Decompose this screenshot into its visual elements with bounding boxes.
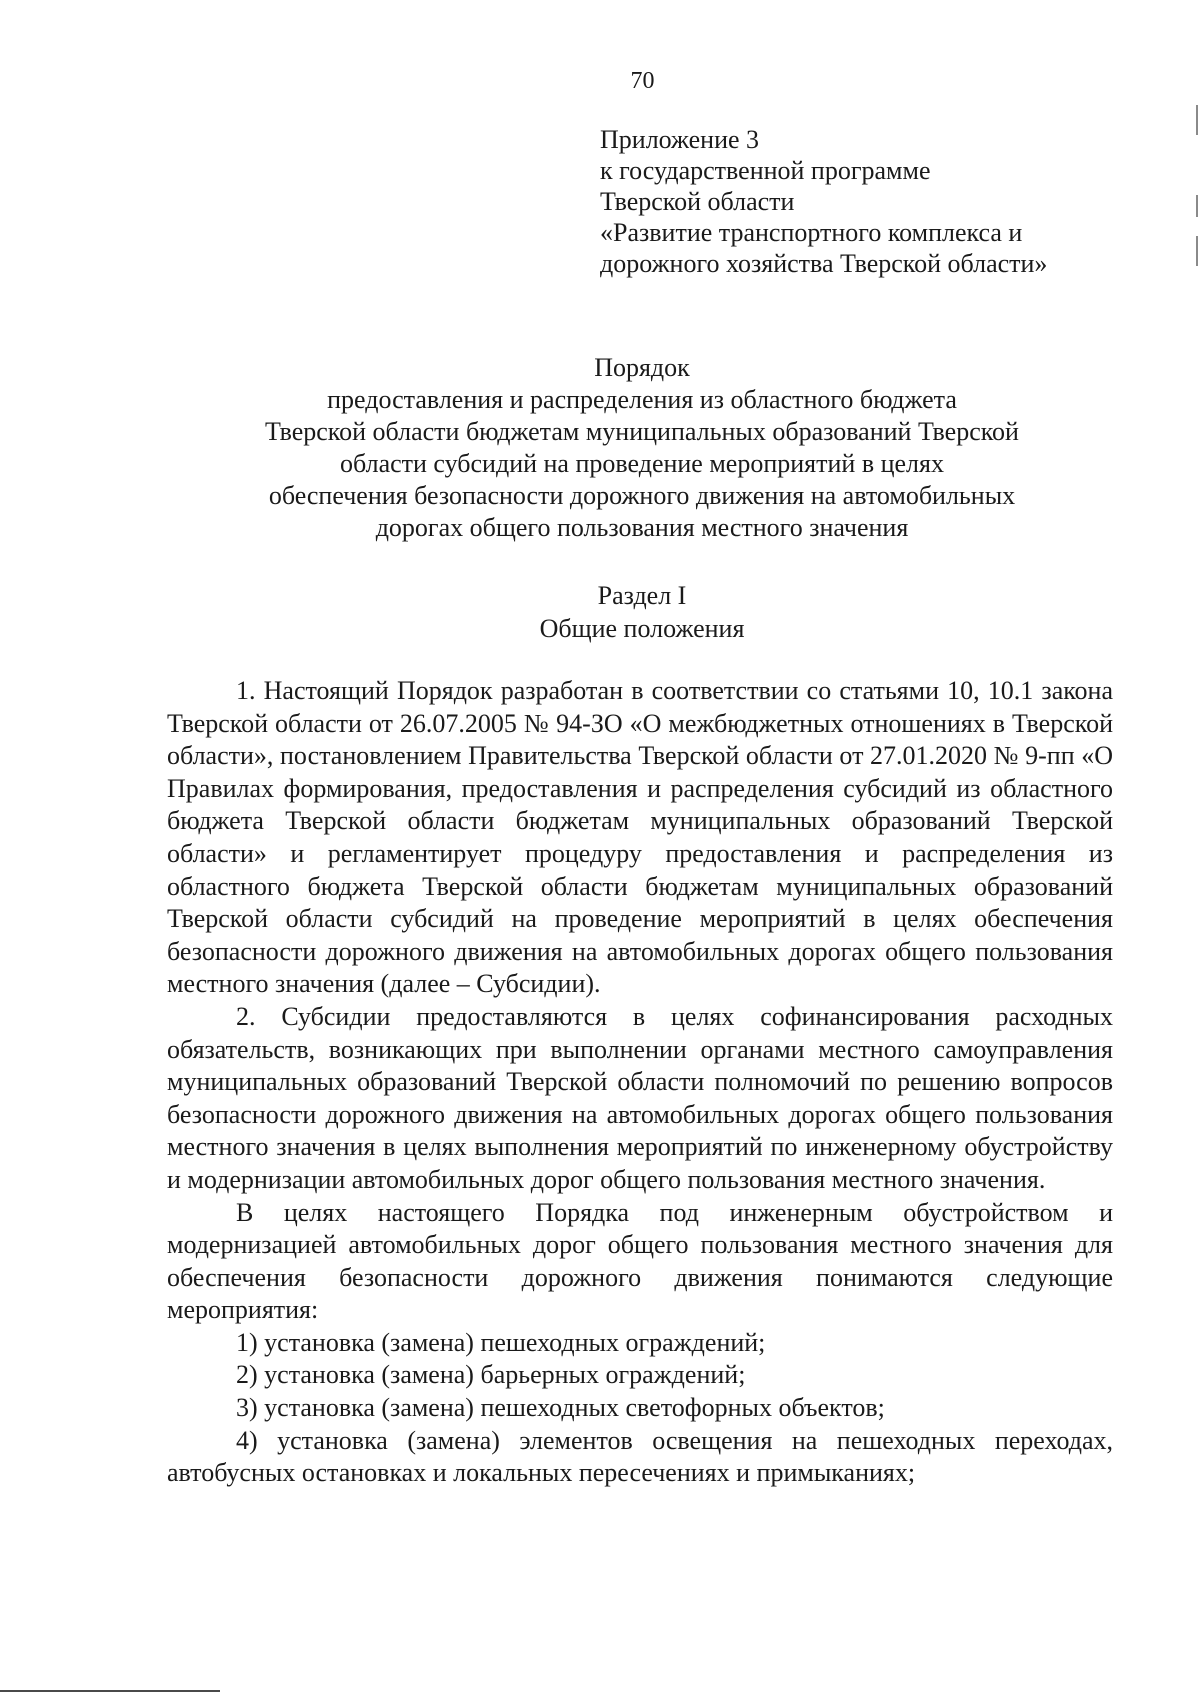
list-item: 1) установка (замена) пешеходных ограждений; [236, 1327, 766, 1357]
title-line: Тверской области бюджетам муниципальных образований Тверской [265, 417, 1019, 446]
paragraph: 1. Настоящий Порядок разработан в соответствии со статьями 10, 10.1 закона Тверской области от 26.07.2005 № 94-ЗО «О межбюджетных отношениях в Тверской области», постановлением Правительства Тверской области от 27.01.2020 № 9-пп «О Правилах формирования, предоставления и распределения субсидий из областного бюджета Тверской области бюджетам муниципальных образований Тверской области» и регламентирует процедуру предоставления и распределения из областного бюджета Тверской области бюджетам муниципальных образований Тверской области субсидий на проведение мероприятий в целях обеспечения безопасности дорожного движения на автомобильных дорогах общего пользования местного значения (далее – Субсидии). [167, 676, 1113, 999]
section-number: Раздел I [597, 581, 687, 610]
section-heading [170, 579, 1114, 645]
title-line: области субсидий на проведение мероприятий в целях [340, 449, 944, 478]
appendix-line: дорожного хозяйства Тверской области» [600, 249, 1048, 278]
scan-margin-mark [1196, 195, 1198, 217]
scan-margin-mark [1196, 105, 1198, 135]
appendix-reference [600, 124, 1047, 279]
appendix-line: к государственной программе [600, 156, 931, 185]
title-line: предоставления и распределения из областного бюджета [327, 385, 957, 414]
paragraph: 2. Субсидии предоставляются в целях софинансирования расходных обязательств, возникающих при выполнении органами местного самоуправления муниципальных образований Тверской области полномочий по решению вопросов безопасности дорожного движения на автомобильных дорогах общего пользования местного значения в целях выполнения мероприятий по инженерному обустройству и модернизации автомобильных дорог общего пользования местного значения. [167, 1001, 1113, 1194]
list-item: 3) установка (замена) пешеходных светофорных объектов; [236, 1393, 885, 1423]
title-line: дорогах общего пользования местного значения [375, 513, 909, 542]
scan-margin-mark [1196, 236, 1198, 266]
title-heading: Порядок [594, 353, 690, 382]
title-line: обеспечения безопасности дорожного движения на автомобильных [268, 481, 1016, 510]
scan-edge-line [0, 1690, 220, 1692]
appendix-line: Приложение 3 [600, 125, 760, 154]
section-name: Общие положения [539, 614, 745, 643]
document-title [170, 352, 1114, 544]
appendix-line: Тверской области [600, 187, 795, 216]
list-item: 2) установка (замена) барьерных ограждений; [236, 1360, 746, 1390]
list-item: 4) установка (замена) элементов освещения на пешеходных переходах, автобусных остановках и локальных пересечениях и примыканиях; [167, 1425, 1113, 1488]
appendix-line: «Развитие транспортного комплекса и [600, 218, 1023, 247]
body-text [167, 675, 1113, 1490]
paragraph: В целях настоящего Порядка под инженерным обустройством и модернизацией автомобильных дорог общего пользования местного значения для обеспечения безопасности дорожного движения понимаются следующие мероприятия: [167, 1197, 1113, 1325]
page-number: 70 [630, 68, 655, 94]
